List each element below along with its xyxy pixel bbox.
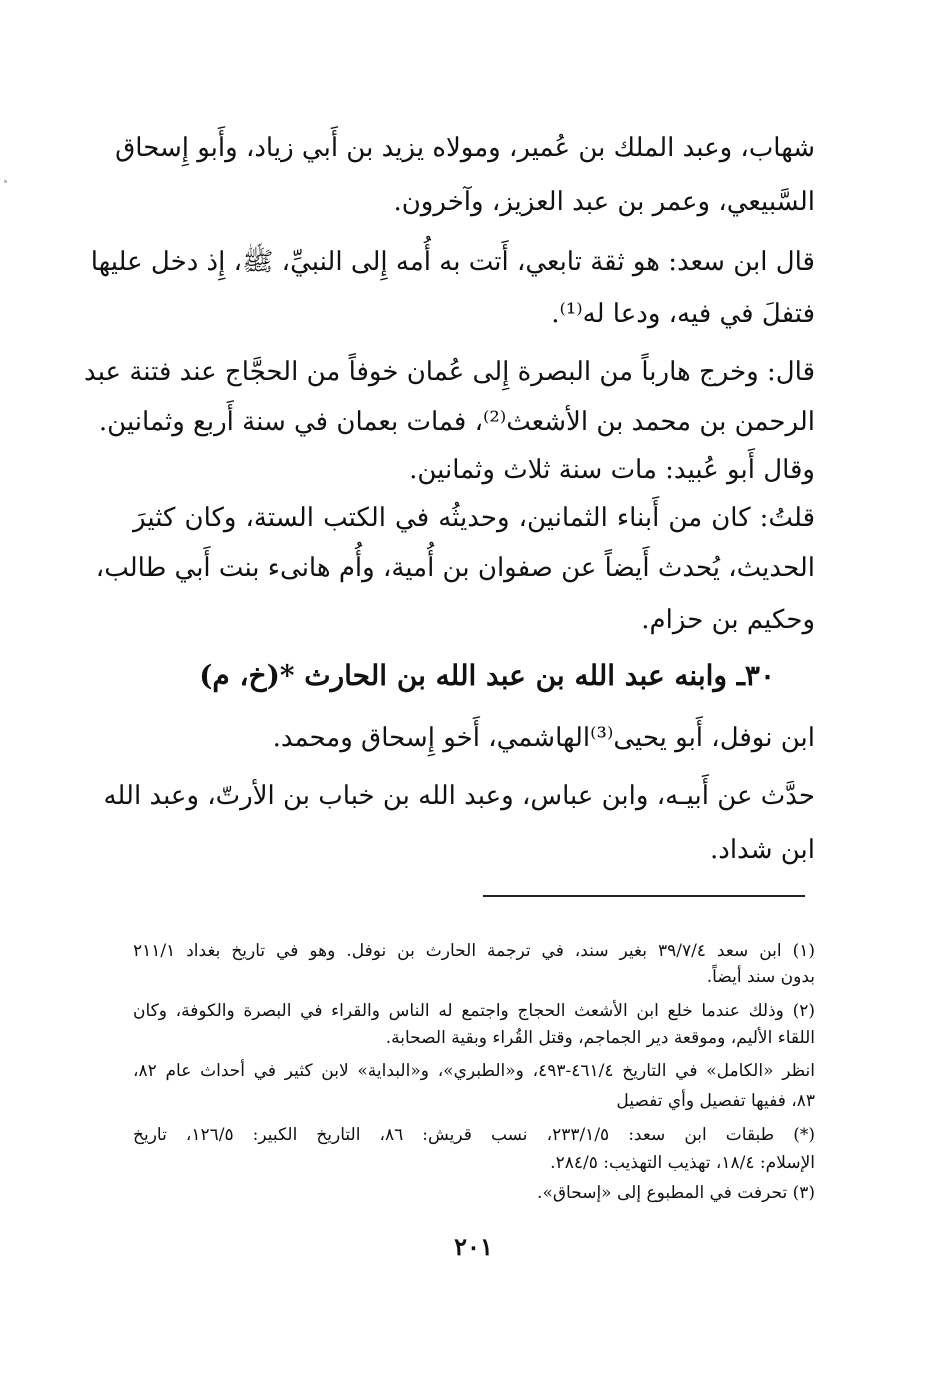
footnote-line: ٨٣، ففيها تفصيل وأي تفصيل [616,1091,815,1111]
footnote-line: (٢) وذلك عندما خلع ابن الأشعث الحجاج واجتمع له الناس والقراء في البصرة والكوفة، وكان [133,1001,815,1021]
footnote-line: (*) طبقات ابن سعد: ٢٣٣/١/٥، نسب قريش: ٨٦، التاريخ الكبير: ١٢٦/٥، تاريخ [133,1125,815,1145]
body-line: قلتُ: كان من أَبناء الثمانين، وحديثُه في الكتب الستة، وكان كثيرَ [133,503,815,533]
body-line: وقال أَبو عُبيد: مات سنة ثلاث وثمانين. [409,455,815,485]
body-line: قال: وخرج هارباً من البصرة إِلى عُمان خوفاً من الحجَّاج عند فتنة عبد [84,357,815,387]
footnote-line: الإسلام: ١٨/٤، تهذيب التهذيب: ٢٨٤/٥. [550,1153,815,1173]
body-line: حدَّث عن أَبيـه، وابن عباس، وعبد الله بن خباب بن الأرتّ، وعبد الله [103,781,815,811]
body-line: فتفلَ في فيه، ودعا له⁽¹⁾. [551,299,815,329]
footnote-line: اللقاء الأليم، وموقعة دير الجماجم، وقتل القُراء وبقية الصحابة. [385,1028,815,1048]
body-line: الحديث، يُحدث أَيضاً عن صفوان بن أُمية، وأُم هانىء بنت أَبي طالب، [95,553,815,583]
entry-heading: ٣٠ـ وابنه عبد الله بن عبد الله بن الحارث *(خ، م) [199,659,775,692]
footnote-line: (٣) تحرفت في المطبوع إلى «إسحاق». [537,1183,815,1203]
scan-speck [4,180,7,183]
body-line: قال ابن سعد: هو ثقة تابعي، أَتت به أُمه إِلى النبيِّ، ﷺ، إِذ دخل عليها [90,247,815,277]
body-line: شهاب، وعبد الملك بن عُمير، ومولاه يزيد بن أَبي زياد، وأَبو إِسحاق [115,133,815,163]
footnote-line: بدون سند أيضاً. [706,967,815,987]
body-line: ابن نوفل، أَبو يحيى⁽³⁾الهاشمي، أَخو إِسحاق ومحمد. [272,723,815,753]
footnote-separator [483,895,805,897]
footnote-line: انظر «الكامل» في التاريخ ٤٦١/٤-٤٩٣، و«الطبري»، و«البداية» لابن كثير في أحداث عام ٨٢، [133,1061,815,1081]
body-line: وحكيم بن حزام. [641,605,815,635]
page-number: ٢٠١ [454,1232,493,1261]
body-line: الرحمن بن محمد بن الأشعث⁽²⁾، فمات بعمان في سنة أَربع وثمانين. [98,407,815,437]
body-line: ابن شداد. [709,835,815,865]
body-line: السَّبيعي، وعمر بن عبد العزيز، وآخرون. [393,187,815,217]
footnote-line: (١) ابن سعد ٣٩/٧/٤ بغير سند، في ترجمة الحارث بن نوفل. وهو في تاريخ بغداد ٢١١/١ [133,941,815,961]
